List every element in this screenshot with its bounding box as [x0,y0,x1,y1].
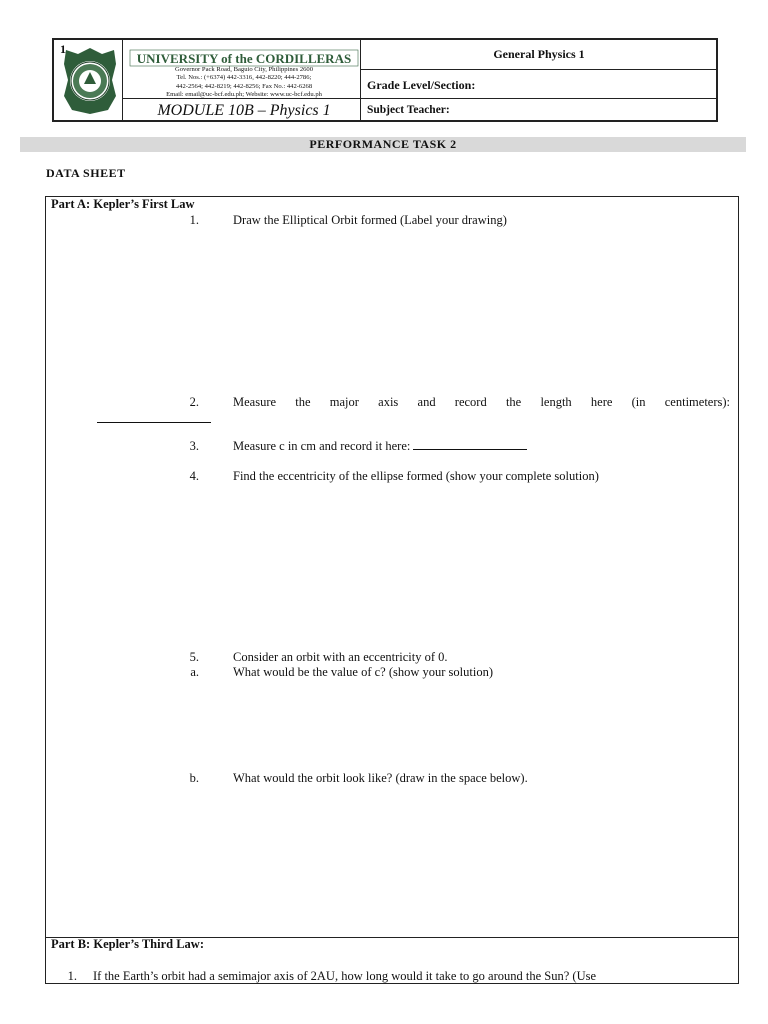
item-text: Consider an orbit with an eccentricity of 0. [233,650,448,664]
item-number: 1. [67,969,77,983]
address-line: Governor Pack Road, Baguio City, Philippines 2600 [174,66,314,73]
item-text: Find the eccentricity of the ellipse formed (show your complete solution) [233,469,599,483]
word: here [590,395,613,409]
part-b-title: Part B: Kepler’s Third Law: [51,937,204,951]
answer-box [45,196,739,984]
word: (in [631,395,646,409]
word: record [454,395,487,409]
item-number: 3. [189,439,199,453]
item-number: a. [190,665,199,679]
university-name: UNIVERSITY of the CORDILLERAS [136,51,352,66]
address-line: Tel. Nos.: (+6374) 442-3316, 442-8220; 444-2786; [176,74,312,82]
word: and [417,395,436,409]
module-title: MODULE 10B – Physics 1 [157,102,331,119]
university-address [128,66,360,100]
item-number: b. [189,771,199,785]
part-a-title: Part A: Kepler’s First Law [51,197,195,211]
word: length [540,395,572,409]
item-text-justified [233,395,730,410]
grade-level-label: Grade Level/Section: [367,78,476,92]
item-number: 5. [189,650,199,664]
word: the [505,395,522,409]
subject-name: General Physics 1 [493,47,585,61]
item-number: 2. [189,395,199,409]
item-text: Draw the Elliptical Orbit formed (Label your drawing) [233,213,507,227]
item-text-label: Measure c in cm and record it here: [233,439,411,453]
page-number: 1 [60,42,66,56]
word: axis [378,395,399,409]
document-header [52,38,718,122]
item-text: If the Earth’s orbit had a semimajor axis of 2AU, how long would it take to go around the Sun? (Use [93,969,597,983]
word: centimeters): [664,395,730,409]
address-line: Email: email@uc-bcf.edu.ph; Website: www.uc-bcf.edu.ph [166,91,322,99]
word: the [295,395,311,409]
performance-task-title: PERFORMANCE TASK 2 [20,137,746,152]
data-sheet-heading: DATA SHEET [46,166,126,180]
item-number: 1. [189,213,199,227]
item-number: 4. [189,469,199,483]
item-text: What would the orbit look like? (draw in the space below). [233,771,528,785]
word: major [329,395,359,409]
word: Measure [233,395,277,409]
university-seal-icon [58,44,122,116]
answer-blank-c[interactable] [413,440,527,450]
answer-blank-major-axis[interactable] [97,422,211,423]
subject-teacher-label: Subject Teacher: [367,104,450,116]
item-text [233,439,527,454]
address-line: 442-2564; 442-8219; 442-8256; Fax No.: 442-6268 [175,82,313,90]
item-text: What would be the value of c? (show your solution) [233,665,494,679]
